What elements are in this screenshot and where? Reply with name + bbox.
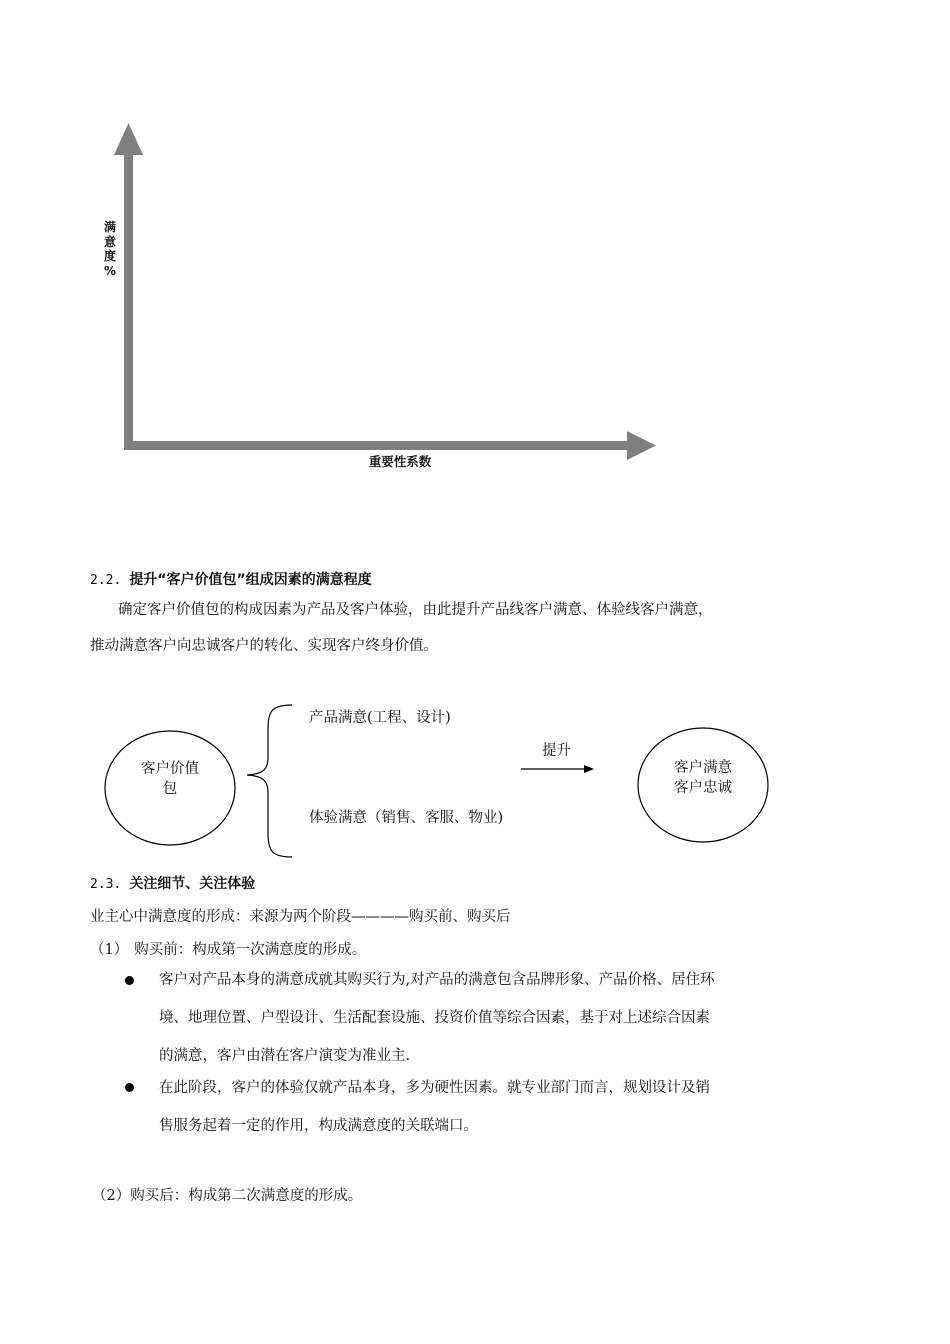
promote-arrowhead bbox=[584, 765, 594, 773]
list-item-1 bbox=[90, 938, 366, 959]
x-axis-line bbox=[128, 441, 633, 450]
x-axis-label: 重要性系数 bbox=[368, 454, 432, 469]
bullet-1-line: 的满意，客户由潜在客户演变为准业主. bbox=[159, 1048, 411, 1064]
right-node bbox=[638, 758, 768, 798]
section-2-3-heading bbox=[90, 873, 255, 893]
paragraph-line: 推动满意客户向忠诚客户的转化、实现客户终身价值。 bbox=[90, 638, 438, 654]
section-title: 提升“客户价值包”组成因素的满意程度 bbox=[129, 572, 372, 588]
bullet-icon bbox=[125, 976, 134, 985]
y-axis-label-char: % bbox=[103, 263, 117, 278]
section-number: 2.3. bbox=[90, 877, 122, 892]
left-node-line: 客户价值 bbox=[141, 761, 199, 777]
paragraph-line: 确定客户价值包的构成因素为产品及客户体验，由此提升产品线客户满意、体验线客户满意， bbox=[118, 602, 713, 618]
branch-experience-satisfaction: 体验满意（销售、客服、物业) bbox=[309, 810, 504, 826]
intro-line: 业主心中满意度的形成：来源为两个阶段————购买前、购买后 bbox=[90, 909, 511, 925]
axis-arrows bbox=[0, 0, 950, 520]
y-axis-label-char: 意 bbox=[103, 234, 116, 249]
bullet-1-line: 境、地理位置、户型设计、生活配套设施、投资价值等综合因素，基于对上述综合因素 bbox=[159, 1010, 710, 1026]
left-node-line: 包 bbox=[162, 781, 178, 797]
axis-chart bbox=[0, 0, 950, 520]
y-axis-line bbox=[124, 150, 133, 450]
bullet-1-line: 客户对产品本身的满意成就其购买行为,对产品的满意包含品牌形象、产品价格、居住环 bbox=[159, 972, 715, 988]
y-axis-label bbox=[100, 220, 120, 278]
section-2-2-heading bbox=[90, 569, 372, 589]
list-item-text: 购买前：构成第一次满意度的形成。 bbox=[134, 942, 367, 958]
arrow-label: 提升 bbox=[542, 743, 571, 759]
bullet-icon bbox=[125, 1083, 134, 1092]
y-axis-label-char: 度 bbox=[103, 249, 116, 263]
right-node-line: 客户忠诚 bbox=[674, 780, 732, 796]
section-title: 关注细节、关注体验 bbox=[129, 876, 256, 892]
bullet-2-line: 售服务起着一定的作用，构成满意度的关联端口。 bbox=[159, 1118, 478, 1134]
curly-brace bbox=[247, 705, 292, 857]
list-item-number: （1） bbox=[90, 942, 129, 958]
branch-product-satisfaction: 产品满意(工程、设计) bbox=[309, 710, 451, 726]
x-axis-arrowhead bbox=[627, 431, 656, 460]
section-number: 2.2. bbox=[90, 573, 122, 588]
y-axis-arrowhead bbox=[114, 123, 143, 155]
value-package-diagram bbox=[90, 695, 790, 870]
right-node-line: 客户满意 bbox=[674, 760, 732, 776]
bullet-2-line: 在此阶段，客户的体验仅就产品本身，多为硬性因素。就专业部门而言，规划设计及销 bbox=[159, 1080, 710, 1096]
left-node bbox=[105, 759, 235, 799]
list-item-2: （2）购买后：构成第二次满意度的形成。 bbox=[92, 1188, 363, 1204]
y-axis-label-char: 满 bbox=[103, 220, 116, 234]
